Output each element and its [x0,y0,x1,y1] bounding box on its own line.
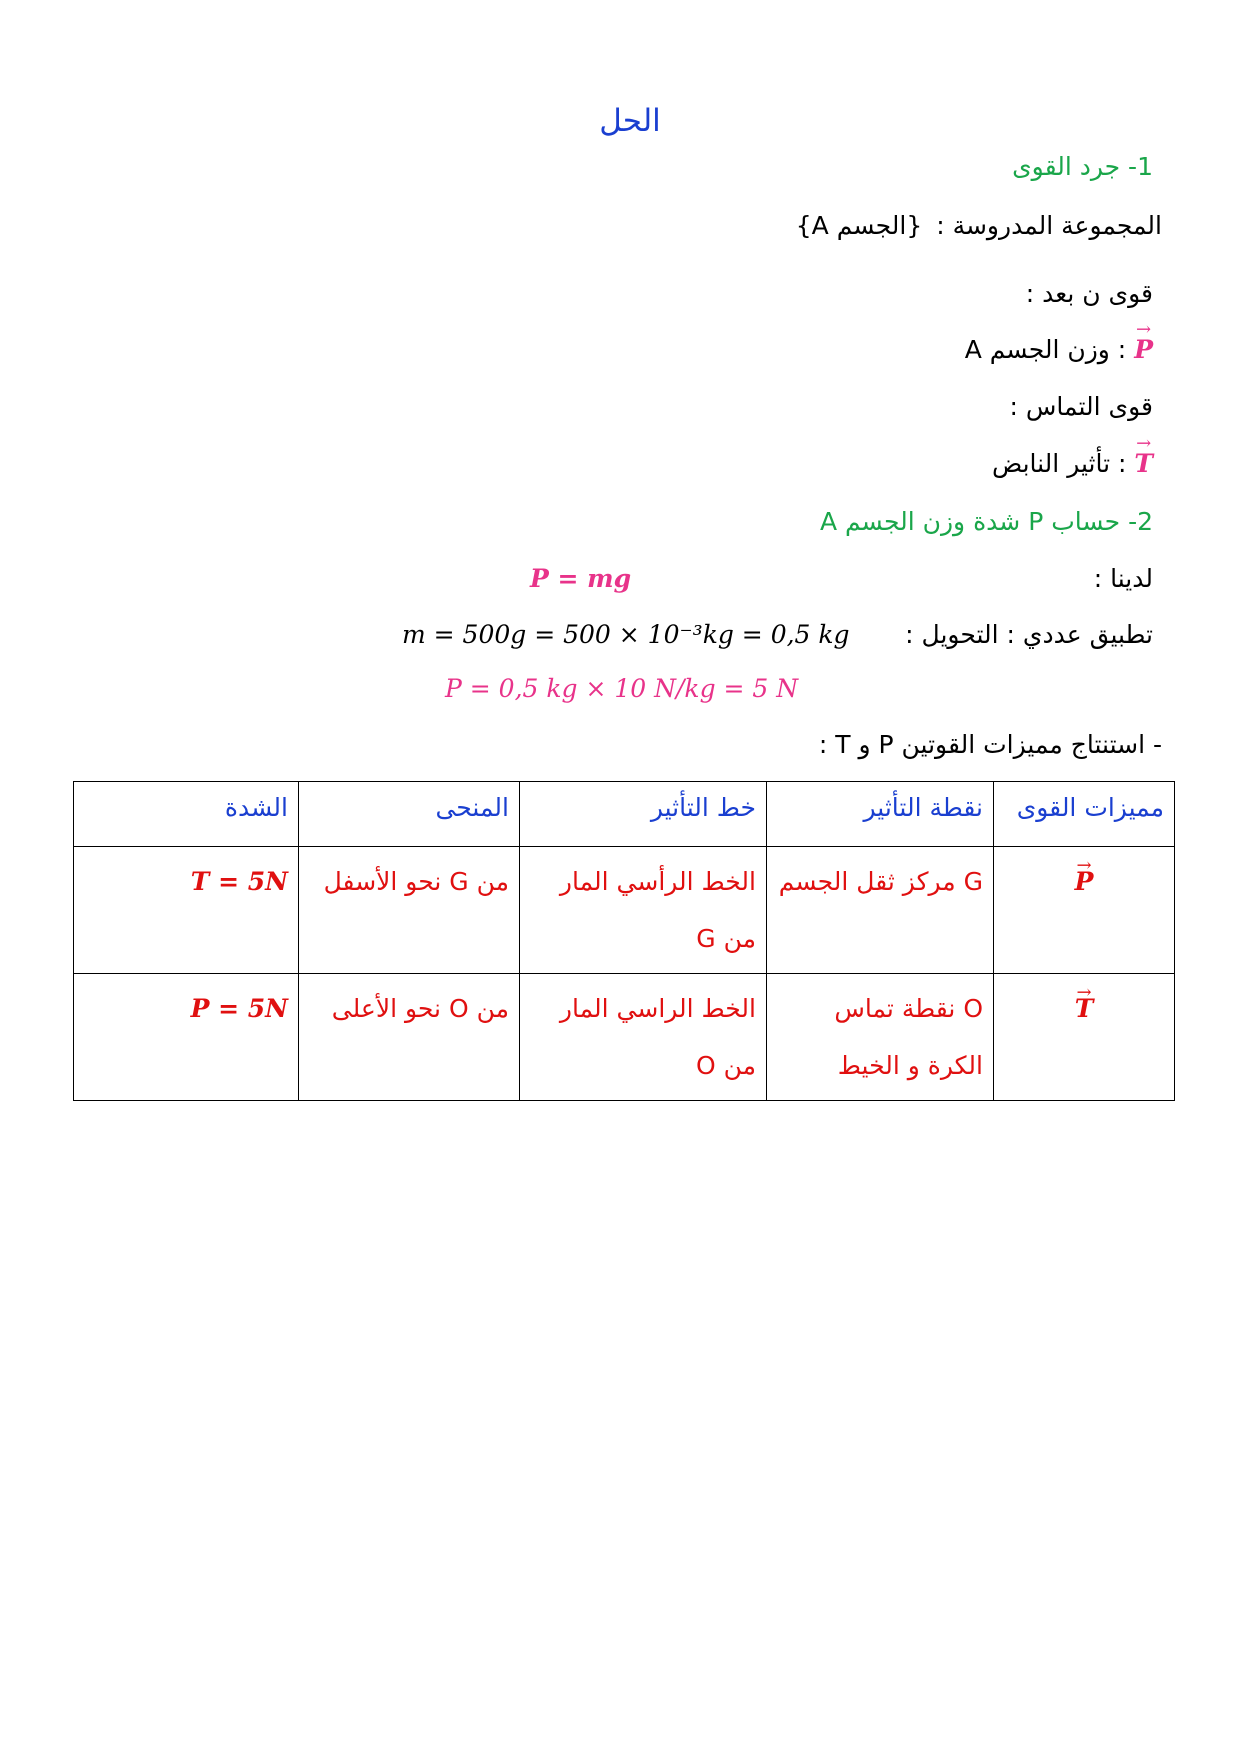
row2-point: O نقطة تماس الكرة و الخيط [767,974,994,1101]
header-line: خط التأثير [520,782,767,847]
row2-force [994,974,1175,1101]
row2-direction: من O نحو الأعلى [299,974,520,1101]
table-row [74,847,1175,974]
section1-heading: 1- جرد القوى [1012,152,1153,181]
studied-system-line [796,211,1162,240]
distance-forces-label: قوى ن بعد : [1025,279,1153,308]
row2-line: الخط الراسي المار من O [520,974,767,1101]
row2-intensity: P = 5N [74,974,299,1101]
section2-heading: 2- حساب P شدة وزن الجسم A [819,507,1153,536]
row1-force [994,847,1175,974]
header-features: مميزات القوى [994,782,1175,847]
row1-line: الخط الرأسي المار من G [520,847,767,974]
header-intensity: الشدة [74,782,299,847]
weight-line [965,335,1153,364]
table-header-row [74,782,1175,847]
deduce-label: - استنتاج مميزات القوتين P و T : [818,730,1162,759]
weight-desc: : وزن الجسم A [964,335,1127,364]
weight-vector-symbol: → P [1134,335,1153,364]
numeric-label: تطبيق عددي : التحويل : [905,620,1153,649]
row1-intensity: T = 5N [74,847,299,974]
tension-line [992,449,1153,478]
table-row [74,974,1175,1101]
formula: P = mg [530,564,632,593]
row2-force-vector: → T [1075,980,1094,1037]
studied-system-value: {الجسم A} [795,211,923,240]
forces-table [73,781,1175,1101]
header-point: نقطة التأثير [767,782,994,847]
tension-vector-symbol: → T [1134,449,1153,478]
row1-point: G مركز ثقل الجسم [767,847,994,974]
row1-direction: من G نحو الأسفل [299,847,520,974]
tension-desc: : تأثير النابض [991,449,1127,478]
studied-system-label: المجموعة المدروسة : [936,211,1162,240]
contact-forces-label: قوى التماس : [1009,392,1153,421]
header-direction: المنحى [299,782,520,847]
conversion: m = 500g = 500 × 10⁻³kg = 0,5 kg [402,620,850,649]
result: P = 0,5 kg × 10 N/kg = 5 N [445,674,799,703]
row1-force-vector: → P [1075,853,1094,910]
we-have-label: لدينا : [1093,564,1153,593]
page-title: الحل [599,103,661,139]
